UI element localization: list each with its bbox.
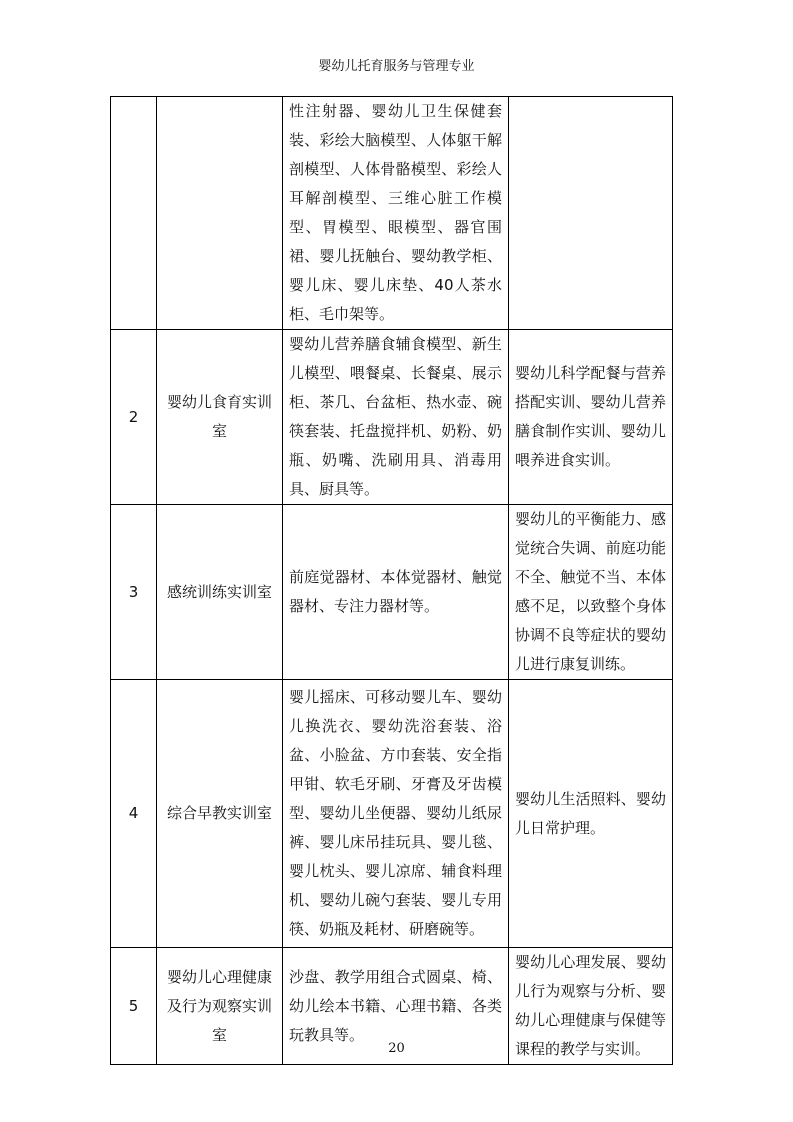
equipment-cell: 沙盘、教学用组合式圆桌、椅、幼儿绘本书籍、心理书籍、各类玩教具等。 <box>283 948 509 1065</box>
equipment-cell: 前庭觉器材、本体觉器材、触觉器材、专注力器材等。 <box>283 505 509 680</box>
training-content-cell: 婴幼儿科学配餐与营养搭配实训、婴幼儿营养膳食制作实训、婴幼儿喂养进食实训。 <box>509 330 673 505</box>
row-number-cell: 5 <box>111 948 157 1065</box>
room-name-cell: 婴幼儿心理健康及行为观察实训室 <box>157 948 283 1065</box>
row-number-cell: 3 <box>111 505 157 680</box>
equipment-cell: 婴儿摇床、可移动婴儿车、婴幼儿换洗衣、婴幼洗浴套装、浴盆、小脸盆、方巾套装、安全指甲钳、软毛牙刷、牙膏及牙齿模型、婴幼儿坐便器、婴幼儿纸尿裤、婴儿床吊挂玩具、婴儿毯、婴儿枕头、婴儿凉席、辅食料理机、婴幼儿碗勺套装、婴儿专用筷、奶瓶及耗材、研磨碗等。 <box>283 680 509 948</box>
room-name-cell: 综合早教实训室 <box>157 680 283 948</box>
training-content-cell <box>509 97 673 330</box>
room-name-cell: 婴幼儿食育实训室 <box>157 330 283 505</box>
page-number: 20 <box>388 1041 405 1056</box>
equipment-cell: 婴幼儿营养膳食辅食模型、新生儿模型、喂餐桌、长餐桌、展示柜、茶几、台盆柜、热水壶、碗筷套装、托盘搅拌机、奶粉、奶瓶、奶嘴、洗刷用具、消毒用具、厨具等。 <box>283 330 509 505</box>
training-content-cell: 婴幼儿的平衡能力、感觉统合失调、前庭功能不全、触觉不当、本体感不足，以致整个身体协调不良等症状的婴幼儿进行康复训练。 <box>509 505 673 680</box>
table-row <box>111 680 673 948</box>
training-room-table <box>110 96 673 1065</box>
row-number-cell: 4 <box>111 680 157 948</box>
training-content-cell: 婴幼儿心理发展、婴幼儿行为观察与分析、婴幼儿心理健康与保健等课程的教学与实训。 <box>509 948 673 1065</box>
table-row <box>111 505 673 680</box>
room-name-cell: 感统训练实训室 <box>157 505 283 680</box>
row-number-cell <box>111 97 157 330</box>
page-header: 婴幼儿托育服务与管理专业 <box>318 59 475 74</box>
room-name-cell <box>157 97 283 330</box>
table-row <box>111 330 673 505</box>
row-number-cell: 2 <box>111 330 157 505</box>
training-content-cell: 婴幼儿生活照料、婴幼儿日常护理。 <box>509 680 673 948</box>
equipment-cell: 性注射器、婴幼儿卫生保健套装、彩绘大脑模型、人体躯干解剖模型、人体骨骼模型、彩绘人耳解剖模型、三维心脏工作模型、胃模型、眼模型、器官围裙、婴儿抚触台、婴幼教学柜、婴儿床、婴儿床垫、40人茶水柜、毛巾架等。 <box>283 97 509 330</box>
table-row <box>111 97 673 330</box>
